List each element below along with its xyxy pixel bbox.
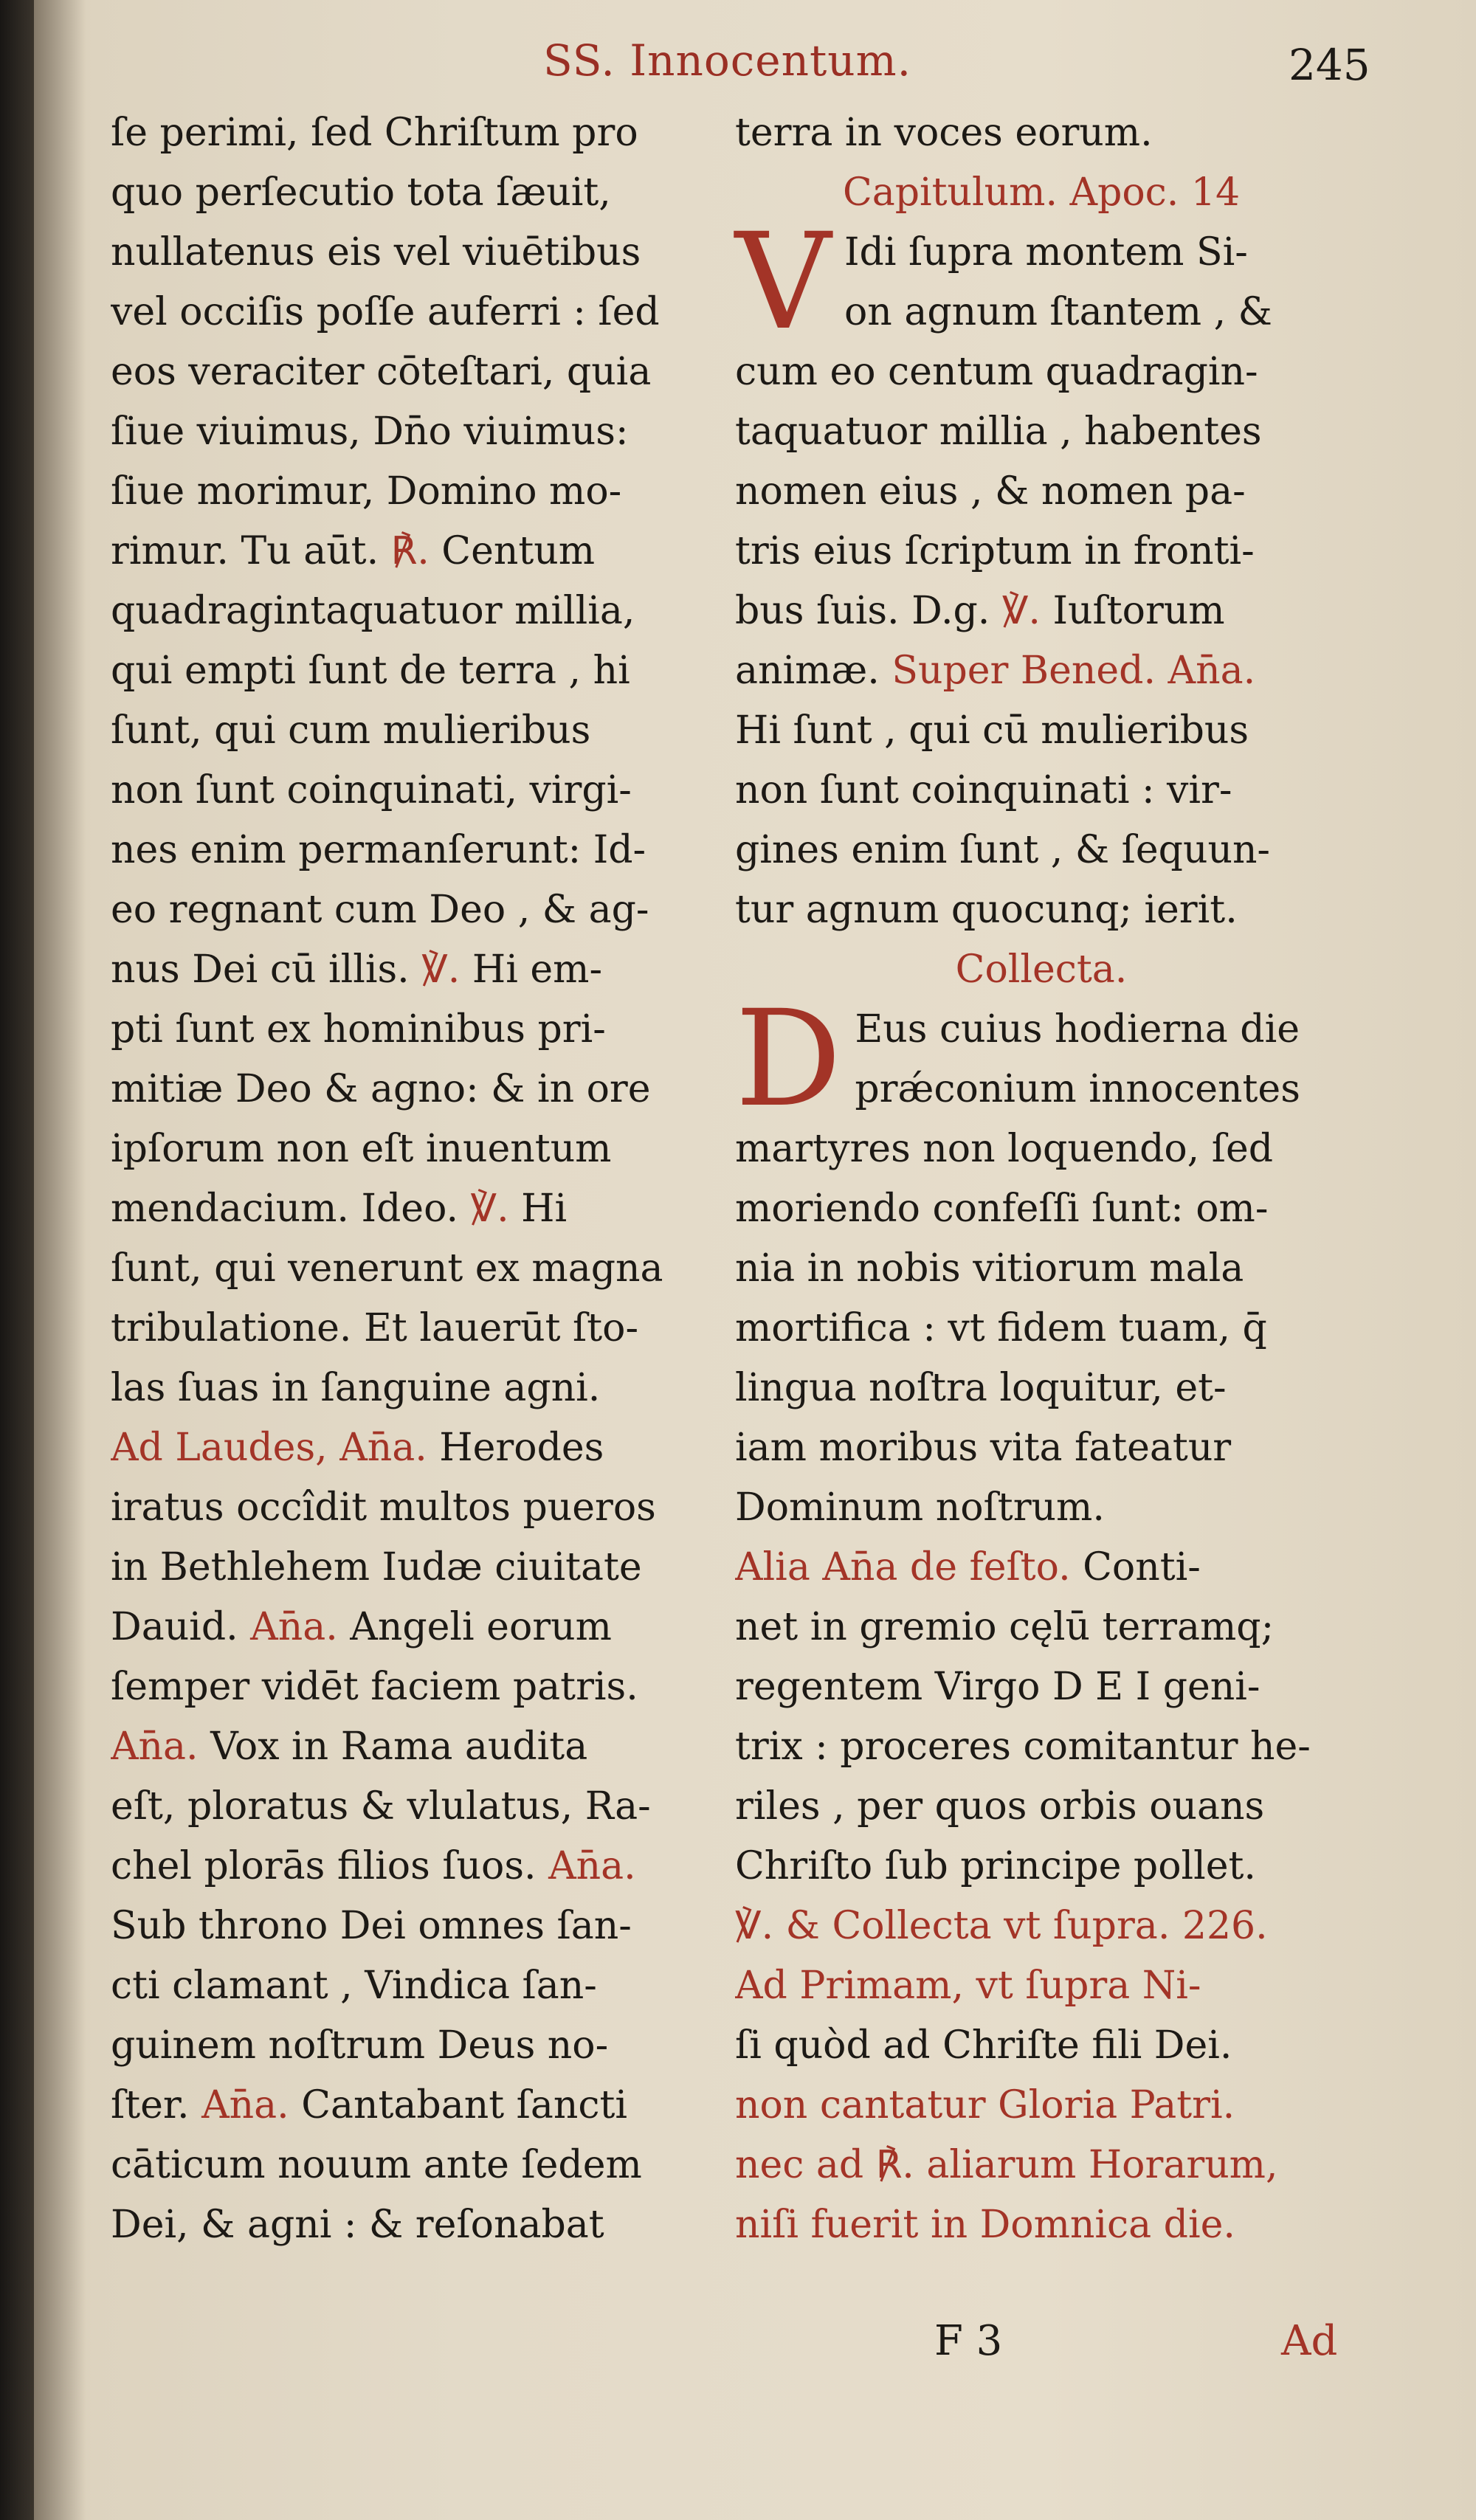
text-line: ſi quòd ad Chriſte fili Dei.: [735, 2023, 1232, 2068]
text-line: mortifica : vt fidem tuam, q̄: [735, 1306, 1267, 1350]
text-line: ſiue viuimus, Dn̄o viuimus:: [111, 410, 629, 454]
book-page: [34, 0, 1476, 2520]
text-line: non ſunt coinquinati, virgi-: [111, 768, 632, 812]
binding-edge: [0, 0, 34, 2520]
collect-paragraph: [735, 982, 1348, 1136]
text-line: quo perſecutio tota ſæuit,: [111, 170, 611, 215]
text-line: nus Dei cū illis. ℣. Hi em-: [111, 947, 603, 992]
text-line: tribulatione. Et lauerūt ſto-: [111, 1306, 639, 1350]
text-line: iratus occîdit multos pueros: [111, 1485, 656, 1530]
text-line: non ſunt coinquinati : vir-: [735, 768, 1232, 812]
text-line: Dauid. An̄a. Angeli eorum: [111, 1605, 612, 1649]
text-line: prǽconium innocentes: [855, 1067, 1300, 1111]
text-line: net in gremio cęlū terramq;: [735, 1605, 1275, 1649]
rubric-line: Ad Primam, vt ſupra Ni-: [735, 1964, 1201, 2008]
text-line: Idi ſupra montem Si-: [844, 230, 1248, 275]
text-line: terra in voces eorum.: [735, 111, 1153, 155]
text-line: martyres non loquendo, ſed: [735, 1127, 1274, 1171]
text-line: mendacium. Ideo. ℣. Hi: [111, 1187, 568, 1231]
catchword: Ad: [1281, 2317, 1338, 2365]
page-title: SS. Innocentum.: [543, 35, 912, 86]
text-line: lingua noſtra loquitur, et-: [735, 1366, 1227, 1410]
text-line: taquatuor millia , habentes: [735, 410, 1262, 454]
text-line: eſt, ploratus & vlulatus, Ra-: [111, 1784, 651, 1829]
left-column: [111, 103, 723, 2255]
text-line: on agnum ſtantem , &: [844, 290, 1272, 334]
text-line: animæ. Super Bened. An̄a.: [735, 649, 1256, 693]
text-line: ſunt, qui cum mulieribus: [111, 708, 591, 753]
text-line: guinem noſtrum Deus no-: [111, 2023, 609, 2068]
text-line: ſemper vidēt faciem patris.: [111, 1665, 638, 1709]
text-line: quadragintaquatuor millia,: [111, 589, 635, 633]
initial-letter-d: D: [735, 982, 842, 1136]
text-line: chel plorās filios ſuos. An̄a.: [111, 1844, 636, 1888]
running-head: [34, 35, 1476, 94]
text-line: tur agnum quocunq; ierit.: [735, 888, 1238, 932]
text-line: moriendo confeſſi ſunt: om-: [735, 1187, 1269, 1231]
rubric-line: ℣. & Collecta vt ſupra. 226.: [735, 1904, 1268, 1948]
page-number: 245: [1289, 40, 1370, 90]
chapter-heading: Capitulum. Apoc. 14: [842, 170, 1241, 215]
chapter-paragraph: [735, 205, 1348, 402]
text-line: nomen eius , & nomen pa-: [735, 469, 1246, 514]
collect-heading: Collecta.: [955, 947, 1128, 992]
text-line: ſter. An̄a. Cantabant ſancti: [111, 2083, 628, 2127]
text-line: ſiue morimur, Domino mo-: [111, 469, 622, 514]
text-line: regentem Virgo D E I geni-: [735, 1665, 1261, 1709]
text-line: eo regnant cum Deo , & ag-: [111, 888, 649, 932]
rubric-line: Alia An̄a de feſto. Conti-: [735, 1545, 1201, 1589]
text-line: Dei, & agni : & reſonabat: [111, 2203, 604, 2247]
text-line: An̄a. Vox in Rama audita: [111, 1725, 588, 1769]
text-line: las ſuas in ſanguine agni.: [111, 1366, 601, 1410]
text-line: trix : proceres comitantur he-: [735, 1725, 1311, 1769]
rubric-line: niſi fuerit in Domnica die.: [735, 2203, 1235, 2247]
text-line: Hi ſunt , qui cū mulieribus: [735, 708, 1249, 753]
initial-letter-v: V: [735, 205, 831, 359]
text-line: nes enim permanſerunt: Id-: [111, 828, 646, 872]
rubric-line: Ad Laudes, An̄a. Herodes: [111, 1426, 604, 1470]
text-line: Sub throno Dei omnes ſan-: [111, 1904, 632, 1948]
text-line: pti ſunt ex hominibus pri-: [111, 1007, 606, 1052]
right-column: [735, 103, 1348, 2255]
text-line: ipſorum non eſt inuentum: [111, 1127, 612, 1171]
gutter-shadow: [34, 0, 86, 2520]
text-line: bus ſuis. D.g. ℣. Iuſtorum: [735, 589, 1225, 633]
rubric-line: nec ad ℟. aliarum Horarum,: [735, 2143, 1278, 2187]
text-line: cum eo centum quadragin-: [735, 350, 1258, 394]
text-line: cti clamant , Vindica ſan-: [111, 1964, 597, 2008]
text-line: tris eius ſcriptum in fronti-: [735, 529, 1255, 573]
text-line: nullatenus eis vel viuētibus: [111, 230, 641, 275]
text-line: qui empti ſunt de terra , hi: [111, 649, 630, 693]
text-line: mitiæ Deo & agno: & in ore: [111, 1067, 651, 1111]
text-line: cāticum nouum ante ſedem: [111, 2143, 642, 2187]
text-line: Eus cuius hodierna die: [855, 1007, 1300, 1052]
text-line: ſunt, qui venerunt ex magna: [111, 1246, 663, 1291]
text-line: ſe perimi, ſed Chriſtum pro: [111, 111, 638, 155]
text-line: iam moribus vita fateatur: [735, 1426, 1232, 1470]
text-line: vel occiſis poſſe auferri : ſed: [111, 290, 660, 334]
text-line: nia in nobis vitiorum mala: [735, 1246, 1244, 1291]
text-line: Chriſto ſub principe pollet.: [735, 1844, 1256, 1888]
signature-mark: F 3: [934, 2317, 1003, 2365]
text-line: Dominum noſtrum.: [735, 1485, 1105, 1530]
text-line: eos veraciter cōteſtari, quia: [111, 350, 652, 394]
text-line: riles , per quos orbis ouans: [735, 1784, 1265, 1829]
text-line: in Bethlehem Iudæ ciuitate: [111, 1545, 642, 1589]
text-line: rimur. Tu aūt. ℟. Centum: [111, 529, 596, 573]
rubric-line: non cantatur Gloria Patri.: [735, 2083, 1235, 2127]
text-line: gines enim ſunt , & ſequun-: [735, 828, 1271, 872]
